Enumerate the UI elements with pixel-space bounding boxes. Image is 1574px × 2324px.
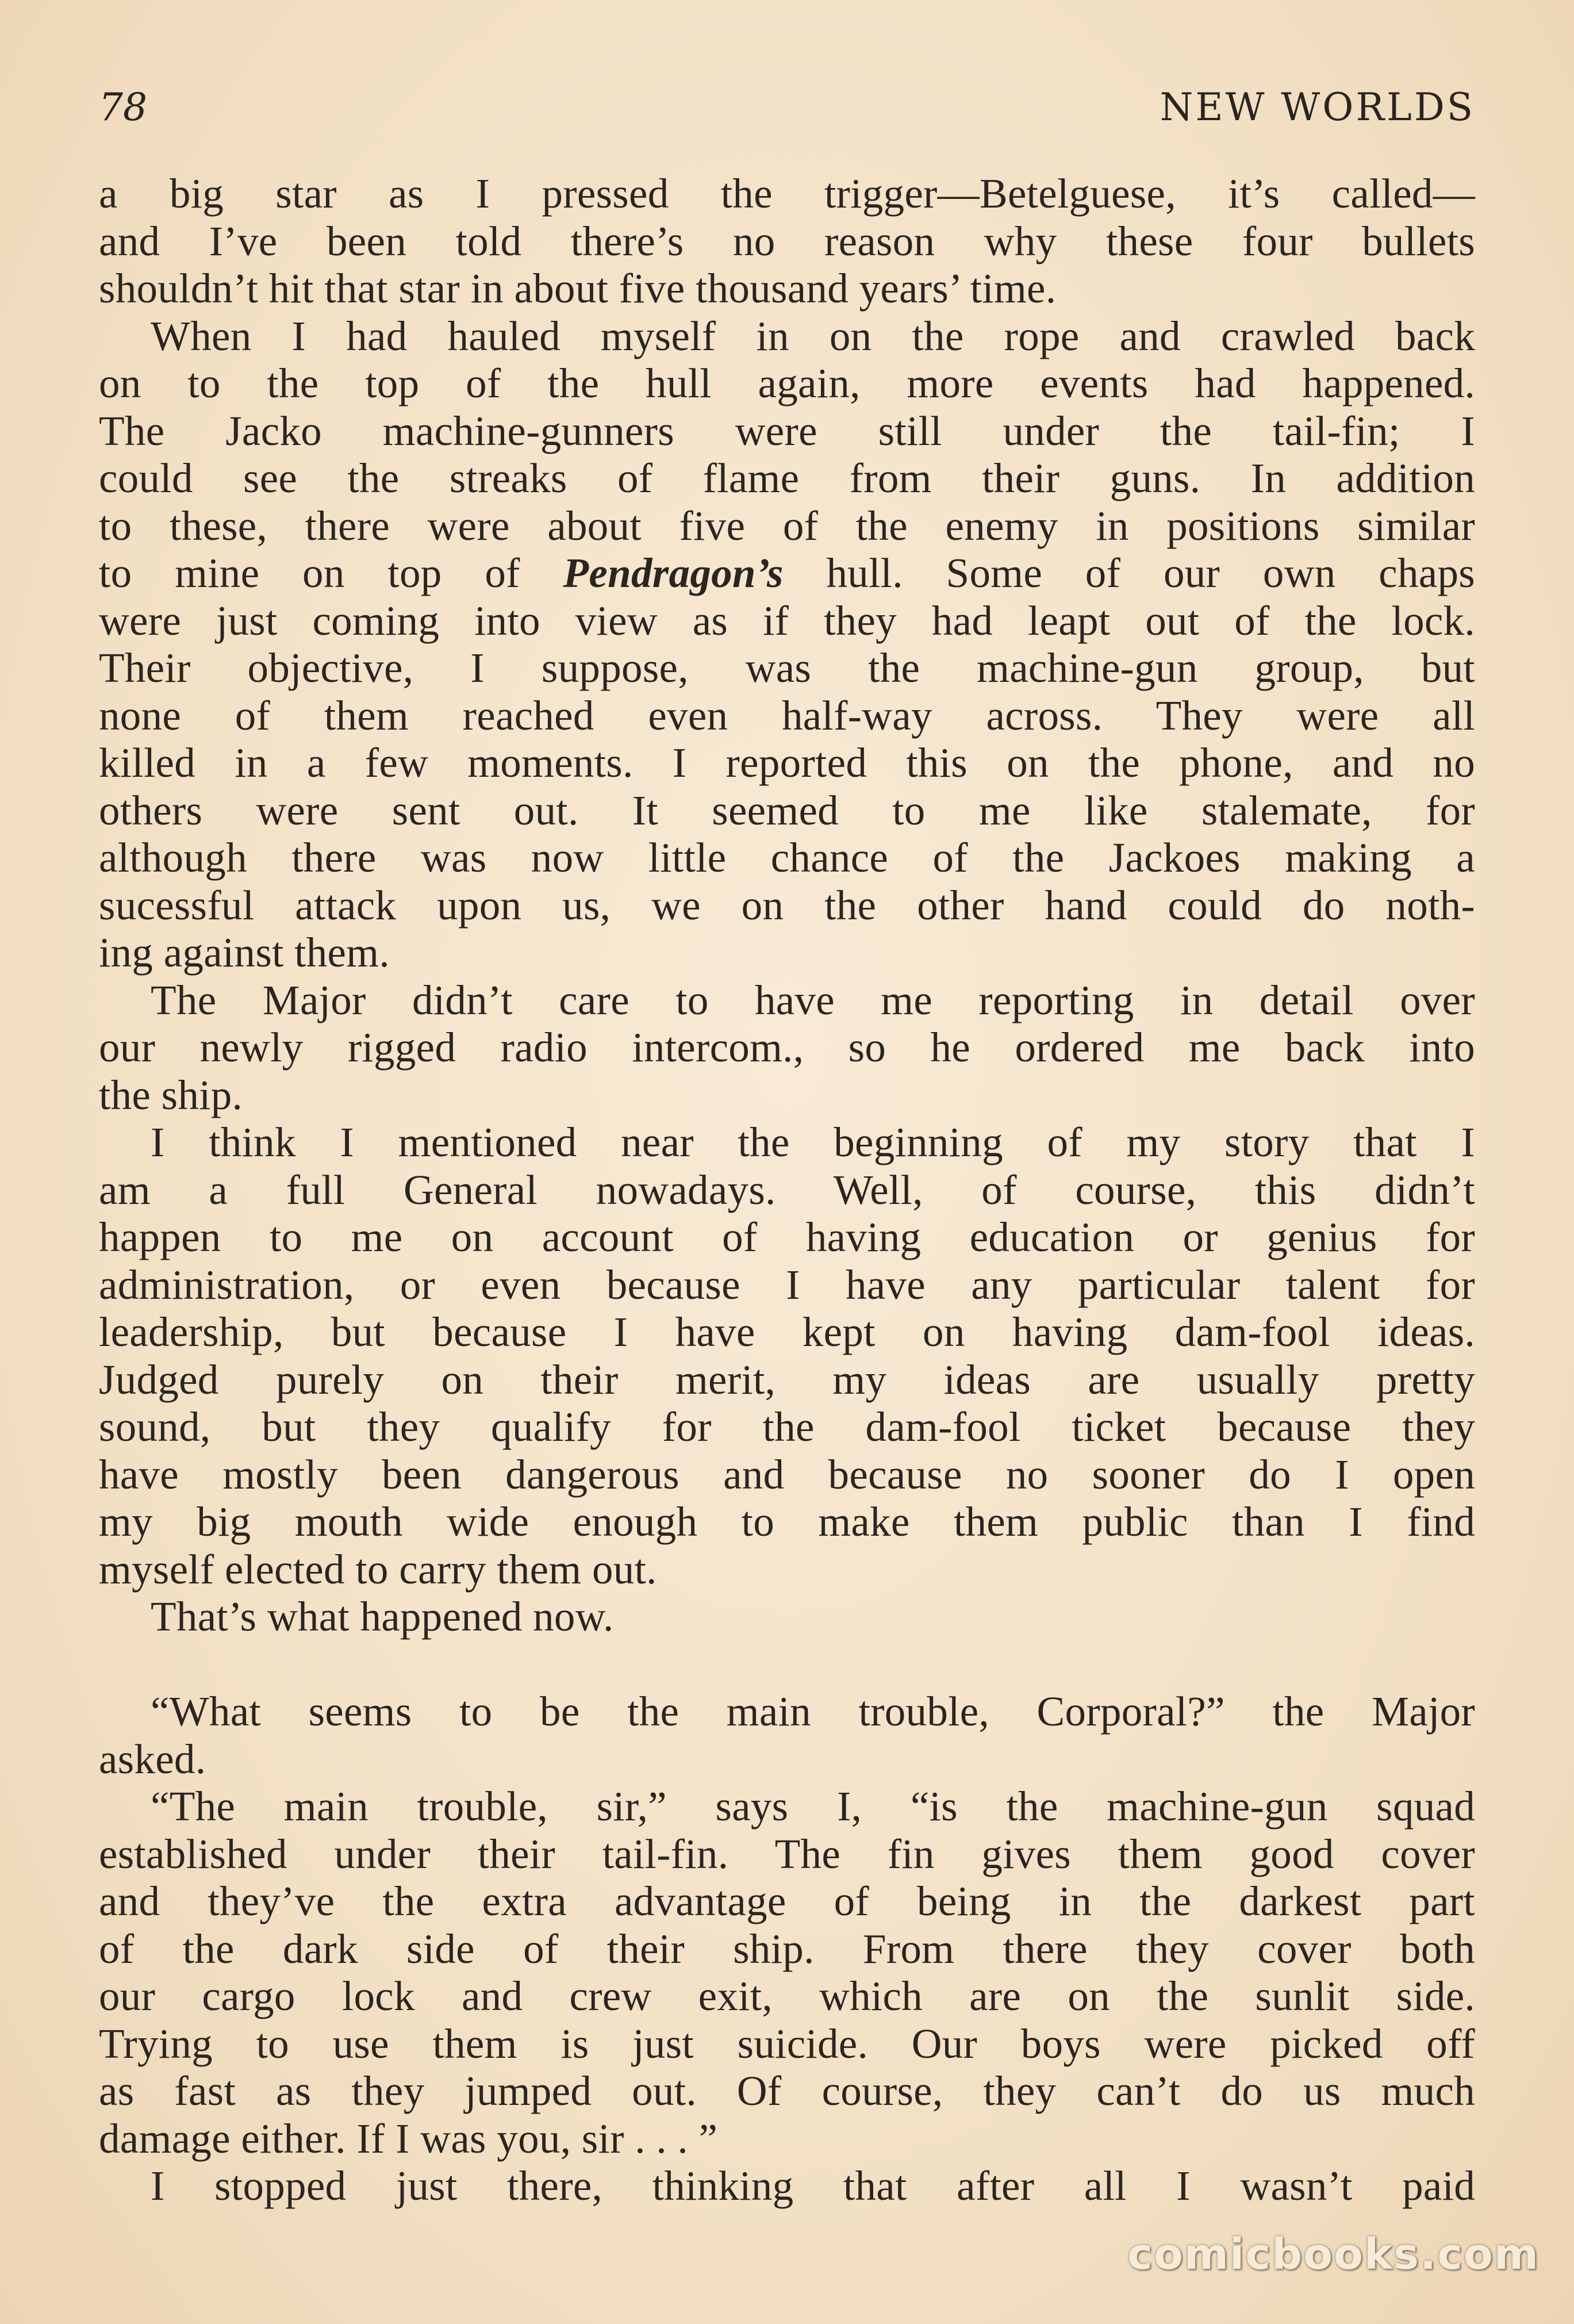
text-line: That’s what happened now.	[151, 1593, 614, 1640]
text-line: of the dark side of their ship. From there they cover both	[99, 1925, 1475, 1972]
text-line: am a full General nowadays. Well, of course, this didn’t	[99, 1166, 1475, 1213]
text-line: our cargo lock and crew exit, which are on the sunlit side.	[99, 1973, 1475, 2019]
text-line: established under their tail-fin. The fin gives them good cover	[99, 1830, 1475, 1877]
text-line: shouldn’t hit that star in about five thousand years’ time.	[99, 265, 1057, 312]
running-head: NEW WORLDS	[1160, 85, 1475, 129]
text-line: ing against them.	[99, 929, 390, 976]
page-header	[99, 85, 1475, 143]
text-line: leadership, but because I have kept on having dam-fool ideas.	[99, 1309, 1475, 1355]
text-line: killed in a few moments. I reported this on the phone, and no	[99, 739, 1475, 786]
page-number: 78	[99, 85, 147, 129]
text-line: could see the streaks of flame from their guns. In addition	[99, 455, 1475, 501]
text-line: Their objective, I suppose, was the machine-gun group, but	[99, 645, 1475, 691]
text-line: to these, there were about five of the enemy in positions similar	[99, 502, 1475, 549]
text-line: and they’ve the extra advantage of being in the darkest part	[99, 1878, 1475, 1924]
text-line: I think I mentioned near the beginning of my story that I	[151, 1119, 1475, 1165]
text-line: “What seems to be the main trouble, Corporal?” the Major	[151, 1688, 1475, 1735]
text-line: asked.	[99, 1735, 206, 1782]
text-line: have mostly been dangerous and because no sooner do I open	[99, 1451, 1475, 1498]
text-line: The Jacko machine-gunners were still under the tail-fin; I	[99, 407, 1475, 454]
text-line: The Major didn’t care to have me reporting in detail over	[151, 976, 1475, 1023]
text-line: to mine on top of Pendragon’s hull. Some of our own chaps	[99, 550, 1475, 596]
text-line: sucessful attack upon us, we on the other hand could do noth-	[99, 881, 1475, 929]
text-line: were just coming into view as if they had leapt out of the lock.	[99, 597, 1475, 644]
text-line: happen to me on account of having education or genius for	[99, 1214, 1475, 1260]
section-break	[99, 1641, 1475, 1689]
text-line: Judged purely on their merit, my ideas are usually pretty	[99, 1356, 1475, 1403]
text-line: and I’ve been told there’s no reason why these four bullets	[99, 217, 1475, 264]
text-line: our newly rigged radio intercom., so he ordered me back into	[99, 1024, 1475, 1071]
ship-name: Pendragon’s	[563, 550, 784, 596]
text-line: on to the top of the hull again, more events had happened.	[99, 360, 1475, 406]
watermark: comicbooks.com	[1127, 2230, 1540, 2279]
text-line: When I had hauled myself in on the rope and crawled back	[151, 312, 1475, 359]
text-line: damage either. If I was you, sir . . . ”	[99, 2115, 718, 2162]
text-line: administration, or even because I have any particular talent for	[99, 1261, 1475, 1308]
body-text	[99, 170, 1475, 2210]
text-line: myself elected to carry them out.	[99, 1546, 657, 1593]
text-line: none of them reached even half-way across. They were all	[99, 692, 1475, 739]
text-line: others were sent out. It seemed to me like stalemate, for	[99, 787, 1475, 834]
text-line: “The main trouble, sir,” says I, “is the machine-gun squad	[151, 1783, 1475, 1830]
text-line: I stopped just there, thinking that after all I wasn’t paid	[151, 2162, 1475, 2209]
text-line: Trying to use them is just suicide. Our boys were picked off	[99, 2020, 1475, 2067]
text-line: sound, but they qualify for the dam-fool ticket because they	[99, 1403, 1475, 1450]
text-line: a big star as I pressed the trigger—Betelguese, it’s called—	[99, 170, 1475, 217]
text-line: my big mouth wide enough to make them public than I find	[99, 1498, 1475, 1545]
text-line: as fast as they jumped out. Of course, they can’t do us much	[99, 2068, 1475, 2114]
text-line: although there was now little chance of the Jackoes making a	[99, 834, 1475, 881]
text-line: the ship.	[99, 1071, 243, 1118]
